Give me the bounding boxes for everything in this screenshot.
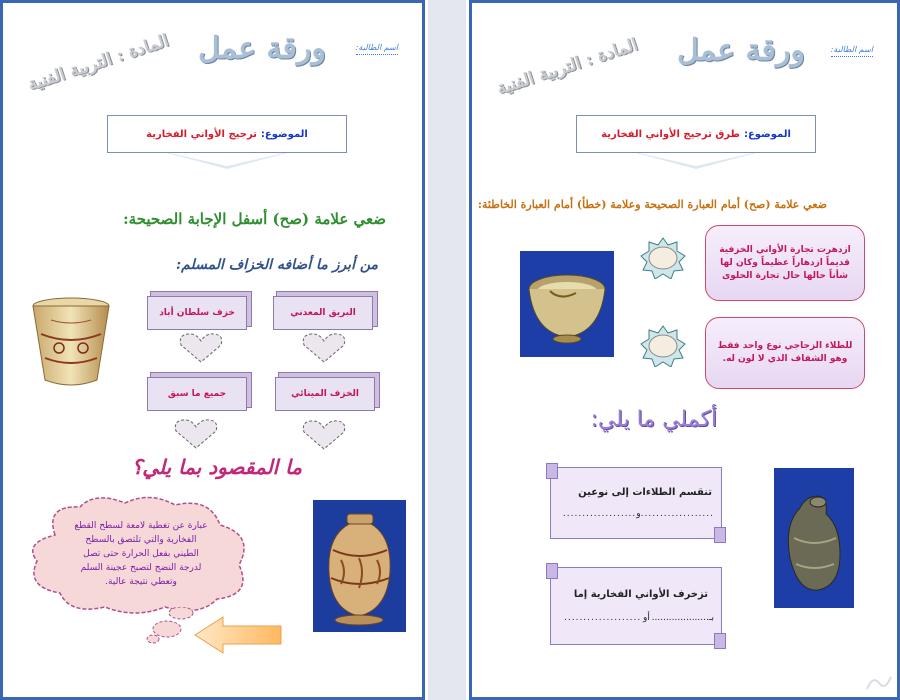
option-sultanabad-ceramics[interactable] (147, 296, 247, 330)
student-name-label: اسم الطالبة: (356, 43, 398, 55)
worksheet-title: ورقة عمل (198, 31, 326, 66)
definition-question: ما المقصود بما يلي؟ (131, 455, 302, 479)
complete-scroll-1 (546, 463, 726, 543)
blank-joiner: أو (643, 613, 650, 623)
ceramic-vessel-image (774, 468, 854, 608)
complete-heading: أكملي ما يلي: (590, 407, 717, 432)
answer-heart-2[interactable] (178, 333, 224, 363)
statement-text: ازدهرت تجارة الأواني الخزفية قديماً ازدهاراً عظيماً وكان لها شأناً حالها حال تجارة الحلوى (719, 244, 851, 281)
complete-scroll-2 (546, 563, 726, 649)
answer-heart-3[interactable] (301, 420, 347, 450)
complete-item-text: تنقسم الطلاءات إلى نوعين (578, 487, 712, 498)
statement-text: للطلاء الزجاجي نوع واحد فقط وهو الشفاف الذي لا لون له. (717, 341, 853, 364)
complete-item-text: تزخرف الأواني الفخارية إما (573, 589, 708, 600)
topic-label: الموضوع: (743, 128, 791, 140)
ceramic-cup-image (29, 294, 113, 390)
instruction-heading: ضعي علامة (صح) أسفل الإجابة الصحيحة: (123, 210, 386, 228)
scroll-roll (714, 633, 726, 649)
scroll-roll (714, 527, 726, 543)
watermark-logo-icon (865, 673, 893, 693)
option-label: جميع ما سبق (167, 389, 227, 399)
student-name-label: اسم الطالبة: (831, 45, 873, 57)
ceramic-jar-image (313, 500, 406, 632)
option-enamel-ceramics[interactable] (275, 377, 375, 411)
worksheet-page-left (0, 0, 425, 700)
blank[interactable]: بـ.................... (651, 613, 714, 623)
complete-item-blanks[interactable] (564, 509, 714, 519)
topic-arrow (167, 153, 347, 169)
topic-box (576, 115, 816, 153)
topic-callout (107, 115, 347, 169)
complete-item-blanks[interactable] (564, 613, 714, 623)
statement-2 (705, 317, 865, 389)
worksheet-title: ورقة عمل (677, 33, 805, 68)
definition-line: الفخارية والتي تلتصق بالسطح (85, 535, 197, 545)
topic-value: ترجيج الأواني الفخارية (146, 128, 257, 140)
arrow-left-icon (193, 615, 283, 655)
subject-label: المادة : التربية الفنية (494, 34, 641, 100)
scroll-roll (546, 563, 558, 579)
definition-line: وتعطي نتيجة عالية. (105, 577, 177, 587)
topic-callout (576, 115, 816, 169)
blank-joiner: و (636, 509, 641, 519)
topic-box (107, 115, 347, 153)
scroll-roll (546, 463, 558, 479)
definition-text (47, 519, 235, 589)
statement-1 (705, 225, 865, 301)
question-heading: من أبرز ما أضافه الخزاف المسلم: (176, 257, 378, 273)
definition-line: عبارة عن تغطية لامعة لسطح القطع (74, 521, 208, 531)
answer-heart-4[interactable] (173, 419, 219, 449)
blank[interactable]: ................... (640, 509, 714, 519)
topic-value: طرق ترجيج الأواني الفخارية (601, 128, 740, 140)
answer-badge-1[interactable] (639, 237, 687, 279)
blank[interactable]: .................... (564, 613, 642, 623)
option-label: خزف سلطان أباد (159, 308, 235, 318)
topic-label: الموضوع: (260, 128, 308, 140)
option-label: البريق المعدني (290, 308, 356, 318)
answer-heart-1[interactable] (301, 333, 347, 363)
worksheet-page-right (469, 0, 900, 700)
option-metallic-luster[interactable] (273, 296, 373, 330)
blank[interactable]: ................... (562, 509, 637, 519)
definition-line: لدرجة النضج لتصبح عجينة السلم (80, 563, 202, 573)
definition-line: الطيني بفعل الحرارة حتى تصل (83, 549, 199, 559)
option-label: الخزف المينائي (291, 389, 359, 399)
subject-label: المادة : التربية الفنية (25, 30, 172, 96)
instruction-heading: ضعي علامة (صح) أمام العبارة الصحيحة وعلامة (خطأ) أمام العبارة الخاطئة: (477, 198, 827, 211)
ceramic-bowl-image (520, 251, 614, 357)
scroll-body (550, 467, 722, 539)
option-all-of-the-above[interactable] (147, 377, 247, 411)
answer-badge-2[interactable] (639, 325, 687, 367)
topic-arrow (636, 153, 816, 169)
page-gap (428, 0, 466, 700)
scroll-body (550, 567, 722, 645)
